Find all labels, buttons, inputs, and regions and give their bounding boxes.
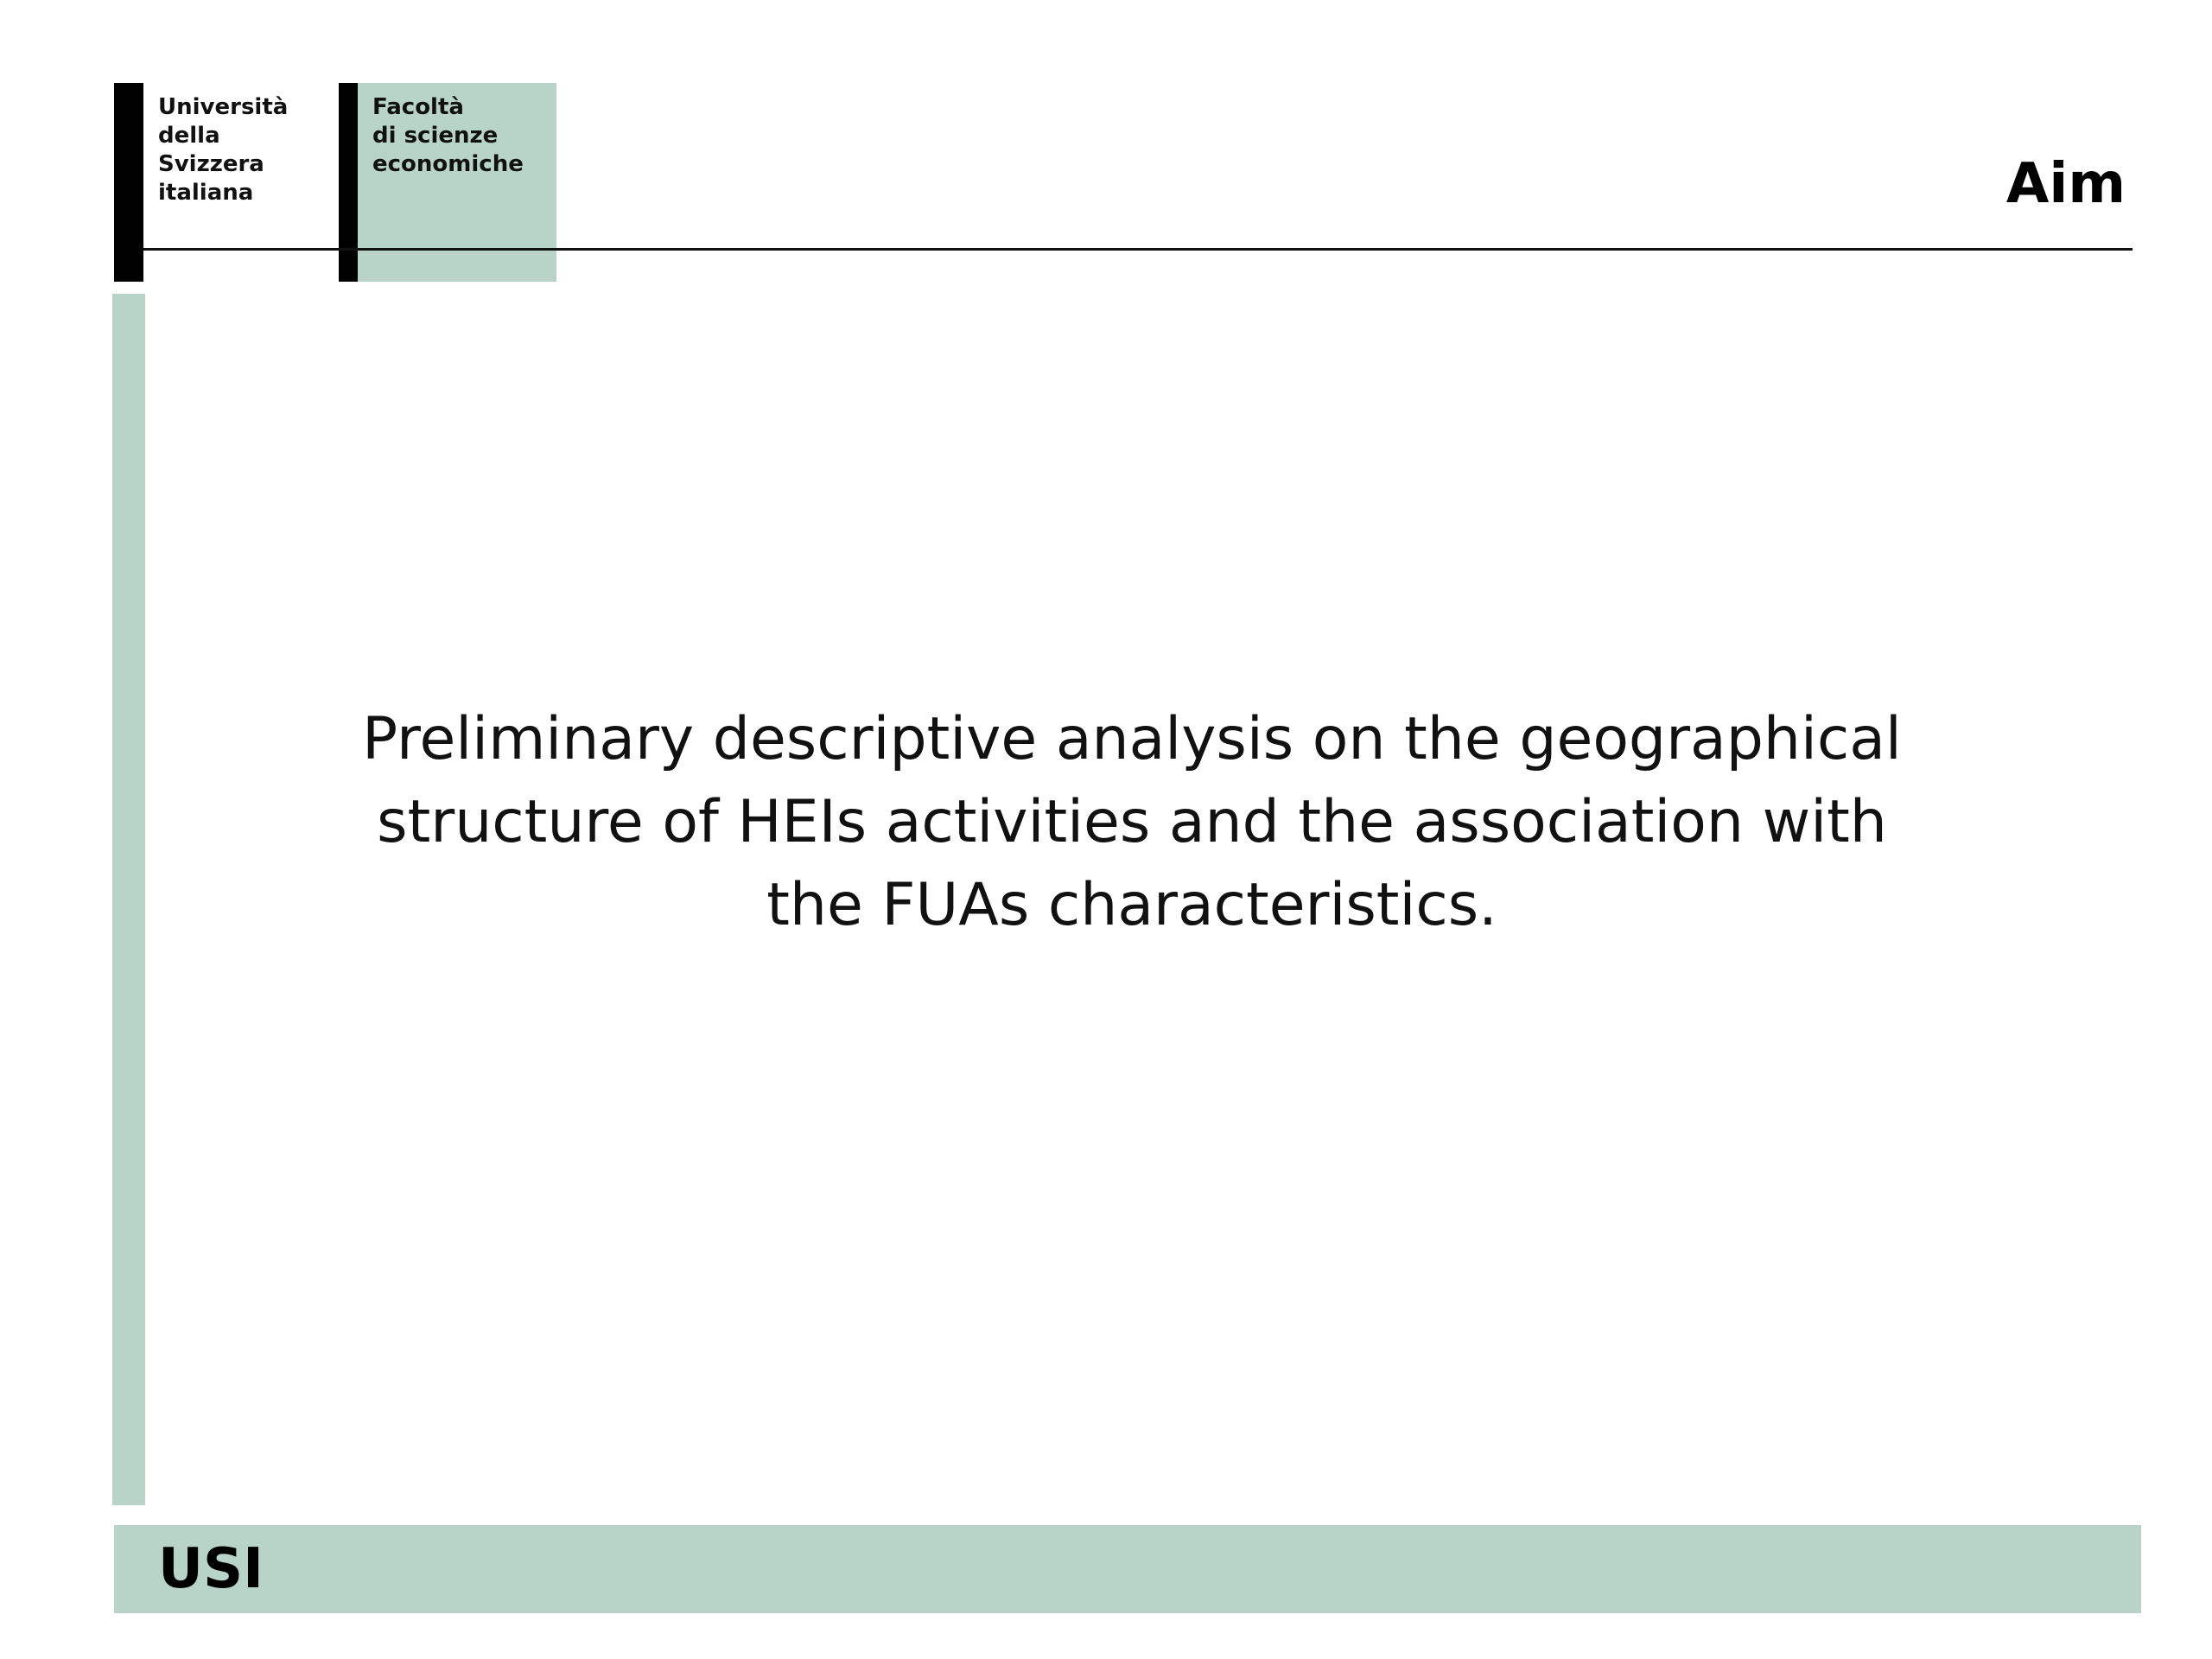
logo-black-bar <box>114 83 143 282</box>
faculty-line: Facoltà <box>372 94 464 120</box>
university-line: italiana <box>158 180 254 206</box>
body-line: structure of HEIs activities and the association with <box>377 788 1887 856</box>
left-accent-bar <box>112 294 145 1505</box>
body-line: Preliminary descriptive analysis on the geographical <box>362 705 1902 773</box>
slide-title: Aim <box>2005 152 2126 216</box>
faculty-black-bar <box>339 83 358 282</box>
faculty-line: economiche <box>372 151 524 177</box>
faculty-line: di scienze <box>372 123 499 149</box>
header-divider <box>143 248 2133 251</box>
university-line: Università <box>158 94 289 120</box>
body-line: the FUAs characteristics. <box>766 871 1497 939</box>
faculty-logo-text <box>372 93 554 179</box>
footer-label: USI <box>158 1537 264 1601</box>
university-line: Svizzera <box>158 151 264 177</box>
footer-bar <box>114 1525 2141 1613</box>
university-line: della <box>158 123 220 149</box>
university-logo-text <box>158 93 331 207</box>
body-text <box>173 698 2091 947</box>
